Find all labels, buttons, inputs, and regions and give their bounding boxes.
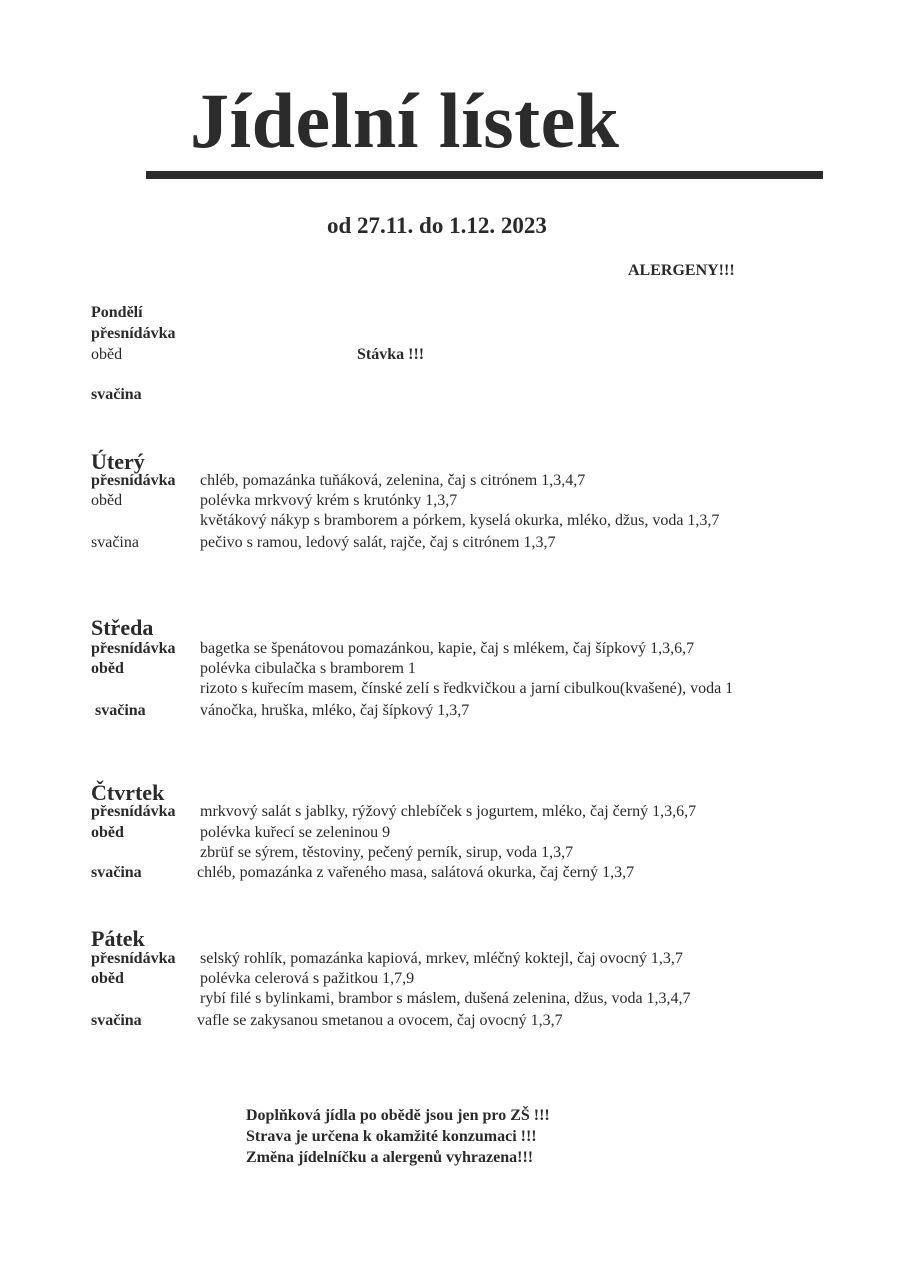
date-range: od 27.11. do 1.12. 2023 (327, 213, 547, 238)
lunch-soup: polévka mrkvový krém s krutónky 1,3,7 (200, 492, 458, 509)
title-underline (146, 171, 823, 179)
snack-am-label: přesnídávka (91, 803, 176, 820)
lunch-strike-note: Stávka !!! (357, 346, 425, 363)
lunch-main: rizoto s kuřecím masem, čínské zelí s ředkvičkou a jarní cibulkou(kvašené), voda 1 (200, 680, 734, 697)
lunch-main: květákový nákyp s bramborem a pórkem, kyselá okurka, mléko, džus, voda 1,3,7 (200, 512, 720, 529)
lunch-soup: polévka kuřecí se zeleninou 9 (200, 824, 391, 841)
snack-am-label: přesnídávka (91, 472, 176, 489)
lunch-soup: polévka cibulačka s bramborem 1 (200, 660, 416, 677)
day-name-thursday: Čtvrtek (91, 780, 165, 805)
lunch-main: rybí filé s bylinkami, brambor s máslem, dušená zelenina, džus, voda 1,3,4,7 (200, 990, 691, 1007)
snack-pm-text: vafle se zakysanou smetanou a ovocem, čaj ovocný 1,3,7 (197, 1012, 563, 1029)
allergens-note: ALERGENY!!! (628, 262, 735, 279)
note-line: Změna jídelníčku a alergenů vyhrazena!!! (246, 1149, 534, 1166)
lunch-label: oběd (91, 824, 124, 841)
snack-pm-label: svačina (91, 534, 139, 551)
snack-am-label: přesnídávka (91, 950, 176, 967)
snack-pm-text: chléb, pomazánka z vařeného masa, salátová okurka, čaj černý 1,3,7 (197, 864, 635, 881)
footer-notes (246, 1105, 550, 1168)
snack-am-label: přesnídávka (91, 325, 176, 342)
snack-pm-label: svačina (95, 702, 146, 719)
lunch-label: oběd (91, 346, 123, 363)
snack-pm-text: pečivo s ramou, ledový salát, rajče, čaj s citrónem 1,3,7 (200, 534, 556, 551)
snack-am-text: chléb, pomazánka tuňáková, zelenina, čaj s citrónem 1,3,4,7 (200, 472, 586, 489)
day-name-friday: Pátek (91, 926, 145, 951)
lunch-label: oběd (91, 492, 123, 509)
day-name-monday: Pondělí (91, 304, 143, 321)
snack-am-label: přesnídávka (91, 640, 176, 657)
snack-pm-text: vánočka, hruška, mléko, čaj šípkový 1,3,7 (200, 702, 470, 719)
note-line: Strava je určena k okamžité konzumaci !!! (246, 1128, 537, 1145)
note-line: Doplňková jídla po obědě jsou jen pro ZŠ !!! (246, 1107, 550, 1124)
snack-pm-label: svačina (91, 1012, 142, 1029)
page-title: Jídelní lístek (190, 77, 620, 164)
day-name-wednesday: Středa (91, 615, 154, 640)
lunch-soup: polévka celerová s pažitkou 1,7,9 (200, 970, 415, 987)
day-name-tuesday: Úterý (91, 449, 145, 474)
lunch-label: oběd (91, 660, 124, 677)
snack-am-text: bagetka se špenátovou pomazánkou, kapie, čaj s mlékem, čaj šípkový 1,3,6,7 (200, 640, 695, 657)
snack-pm-label: svačina (91, 864, 142, 881)
snack-am-text: selský rohlík, pomazánka kapiová, mrkev, mléčný koktejl, čaj ovocný 1,3,7 (200, 950, 683, 967)
lunch-main: zbrüf se sýrem, těstoviny, pečený perník, sirup, voda 1,3,7 (200, 844, 574, 861)
snack-am-text: mrkvový salát s jablky, rýžový chlebíček s jogurtem, mléko, čaj černý 1,3,6,7 (200, 803, 697, 820)
lunch-label: oběd (91, 970, 124, 987)
snack-pm-label: svačina (91, 386, 142, 403)
